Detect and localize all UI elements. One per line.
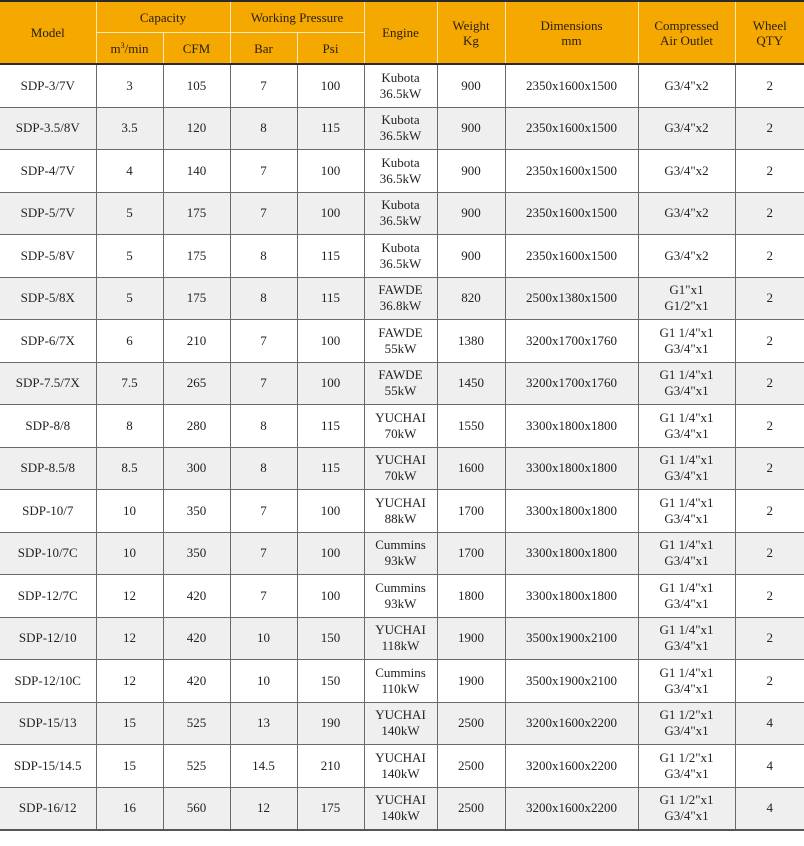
cell-air-outlet: [638, 107, 735, 150]
air-outlet-1: G1 1/2"x1: [659, 749, 714, 765]
cell-weight: 1550: [437, 405, 505, 448]
cell-wheel-qty: 2: [735, 150, 804, 193]
air-outlet-1: G3/4"x2: [664, 205, 709, 221]
cell-pressure-bar: 7: [230, 64, 297, 107]
table-header: [0, 1, 804, 64]
header-working-pressure: Working Pressure: [230, 1, 364, 33]
engine-brand: YUCHAI: [375, 409, 426, 425]
table-row: [0, 192, 804, 235]
cell-model: SDP-15/13: [0, 702, 96, 745]
header-wheel-line1: Wheel: [752, 17, 787, 33]
cell-pressure-psi: 150: [297, 660, 364, 703]
cell-capacity-cfm: 175: [163, 277, 230, 320]
cell-pressure-psi: 100: [297, 490, 364, 533]
cell-air-outlet: [638, 235, 735, 278]
header-air-outlet-line1: Compressed: [654, 17, 719, 33]
cell-wheel-qty: 2: [735, 617, 804, 660]
cell-engine: [364, 107, 437, 150]
cell-capacity-m3min: 7.5: [96, 362, 163, 405]
cell-pressure-bar: 8: [230, 107, 297, 150]
cell-capacity-cfm: 120: [163, 107, 230, 150]
cell-pressure-psi: 115: [297, 107, 364, 150]
cell-capacity-m3min: 4: [96, 150, 163, 193]
air-outlet-2: G3/4"x1: [664, 425, 709, 441]
air-outlet-1: G1"x1: [669, 282, 704, 298]
cell-model: SDP-4/7V: [0, 150, 96, 193]
air-outlet-1: G3/4"x2: [664, 162, 709, 178]
cell-model: SDP-5/7V: [0, 192, 96, 235]
cell-capacity-m3min: 3.5: [96, 107, 163, 150]
air-outlet-1: G1 1/4"x1: [659, 579, 714, 595]
cell-air-outlet: [638, 575, 735, 618]
cell-model: SDP-5/8V: [0, 235, 96, 278]
header-wheel-qty: [735, 1, 804, 64]
cell-capacity-m3min: 5: [96, 277, 163, 320]
cell-weight: 2500: [437, 787, 505, 830]
cell-weight: 2500: [437, 745, 505, 788]
cell-capacity-m3min: 8: [96, 405, 163, 448]
cell-engine: [364, 447, 437, 490]
cell-model: SDP-10/7C: [0, 532, 96, 575]
engine-power: 36.5kW: [379, 128, 422, 144]
cell-model: SDP-3.5/8V: [0, 107, 96, 150]
engine-brand: Kubota: [381, 112, 420, 128]
cell-engine: [364, 64, 437, 107]
cell-dimensions: 3200x1700x1760: [505, 320, 638, 363]
air-outlet-2: G3/4"x1: [664, 510, 709, 526]
cell-engine: [364, 745, 437, 788]
cell-air-outlet: [638, 64, 735, 107]
air-outlet-1: G3/4"x2: [664, 77, 709, 93]
air-outlet-1: G1 1/4"x1: [659, 622, 714, 638]
header-dimensions-line2: mm: [561, 32, 582, 48]
cell-capacity-cfm: 300: [163, 447, 230, 490]
header-weight: [437, 1, 505, 64]
cell-weight: 1600: [437, 447, 505, 490]
cell-dimensions: 3500x1900x2100: [505, 660, 638, 703]
engine-brand: Cummins: [375, 579, 426, 595]
cell-capacity-m3min: 5: [96, 235, 163, 278]
engine-power: 140kW: [381, 765, 420, 781]
cell-capacity-m3min: 5: [96, 192, 163, 235]
cell-capacity-cfm: 140: [163, 150, 230, 193]
cell-wheel-qty: 2: [735, 64, 804, 107]
cell-dimensions: 2350x1600x1500: [505, 150, 638, 193]
cell-weight: 1900: [437, 617, 505, 660]
cell-capacity-cfm: 560: [163, 787, 230, 830]
engine-brand: YUCHAI: [375, 749, 426, 765]
cell-weight: 2500: [437, 702, 505, 745]
cell-pressure-bar: 8: [230, 277, 297, 320]
cell-capacity-cfm: 350: [163, 532, 230, 575]
table-row: [0, 150, 804, 193]
cell-engine: [364, 490, 437, 533]
header-wheel-line2: QTY: [756, 32, 784, 48]
header-air-outlet-line2: Air Outlet: [659, 32, 714, 48]
air-outlet-2: G3/4"x1: [664, 383, 709, 399]
cell-air-outlet: [638, 702, 735, 745]
cell-wheel-qty: 4: [735, 745, 804, 788]
air-outlet-2: G3/4"x1: [664, 638, 709, 654]
cell-model: SDP-5/8X: [0, 277, 96, 320]
cell-wheel-qty: 2: [735, 107, 804, 150]
cell-weight: 1800: [437, 575, 505, 618]
cell-air-outlet: [638, 532, 735, 575]
engine-brand: FAWDE: [378, 282, 423, 298]
table-row: [0, 617, 804, 660]
engine-brand: Cummins: [375, 664, 426, 680]
engine-power: 93kW: [384, 595, 417, 611]
cell-engine: [364, 787, 437, 830]
cell-dimensions: 2500x1380x1500: [505, 277, 638, 320]
engine-power: 70kW: [384, 468, 417, 484]
air-outlet-2: G1/2"x1: [664, 298, 709, 314]
cell-engine: [364, 277, 437, 320]
cell-capacity-m3min: 10: [96, 532, 163, 575]
table-row: [0, 277, 804, 320]
cell-air-outlet: [638, 277, 735, 320]
cell-engine: [364, 532, 437, 575]
header-weight-line1: Weight: [452, 17, 490, 33]
engine-power: 36.5kW: [379, 85, 422, 101]
cell-capacity-cfm: 525: [163, 702, 230, 745]
engine-power: 140kW: [381, 808, 420, 824]
cell-model: SDP-12/7C: [0, 575, 96, 618]
cell-pressure-psi: 115: [297, 235, 364, 278]
cell-capacity-m3min: 6: [96, 320, 163, 363]
table-row: [0, 320, 804, 363]
air-outlet-1: G3/4"x2: [664, 247, 709, 263]
cell-capacity-cfm: 175: [163, 192, 230, 235]
cell-model: SDP-6/7X: [0, 320, 96, 363]
cell-capacity-cfm: 420: [163, 575, 230, 618]
engine-brand: YUCHAI: [375, 494, 426, 510]
engine-brand: Kubota: [381, 197, 420, 213]
engine-power: 36.5kW: [379, 255, 422, 271]
cell-model: SDP-12/10C: [0, 660, 96, 703]
cell-pressure-bar: 8: [230, 235, 297, 278]
cell-dimensions: 3200x1600x2200: [505, 702, 638, 745]
cell-capacity-cfm: 280: [163, 405, 230, 448]
cell-dimensions: 2350x1600x1500: [505, 235, 638, 278]
engine-brand: Kubota: [381, 69, 420, 85]
cell-capacity-m3min: 3: [96, 64, 163, 107]
engine-brand: YUCHAI: [375, 622, 426, 638]
engine-power: 55kW: [384, 383, 417, 399]
cell-engine: [364, 405, 437, 448]
engine-brand: YUCHAI: [375, 792, 426, 808]
cell-dimensions: 3300x1800x1800: [505, 405, 638, 448]
table-row: [0, 745, 804, 788]
table-row: [0, 787, 804, 830]
cell-dimensions: 3200x1600x2200: [505, 745, 638, 788]
air-outlet-1: G1 1/4"x1: [659, 664, 714, 680]
cell-capacity-m3min: 8.5: [96, 447, 163, 490]
cell-air-outlet: [638, 745, 735, 788]
air-outlet-1: G1 1/4"x1: [659, 537, 714, 553]
cell-wheel-qty: 2: [735, 277, 804, 320]
cell-model: SDP-7.5/7X: [0, 362, 96, 405]
header-air-outlet: [638, 1, 735, 64]
cell-model: SDP-16/12: [0, 787, 96, 830]
cell-weight: 820: [437, 277, 505, 320]
cell-capacity-cfm: 525: [163, 745, 230, 788]
cell-engine: [364, 702, 437, 745]
engine-power: 93kW: [384, 553, 417, 569]
cell-wheel-qty: 2: [735, 235, 804, 278]
cell-weight: 900: [437, 107, 505, 150]
cell-capacity-cfm: 265: [163, 362, 230, 405]
cell-weight: 900: [437, 64, 505, 107]
engine-brand: YUCHAI: [375, 452, 426, 468]
cell-wheel-qty: 2: [735, 320, 804, 363]
engine-brand: FAWDE: [378, 324, 423, 340]
cell-dimensions: 3200x1700x1760: [505, 362, 638, 405]
engine-power: 118kW: [381, 638, 420, 654]
cell-pressure-bar: 7: [230, 532, 297, 575]
unit-m: m: [110, 40, 121, 56]
cell-weight: 1450: [437, 362, 505, 405]
cell-pressure-bar: 8: [230, 447, 297, 490]
cell-capacity-m3min: 10: [96, 490, 163, 533]
header-dimensions-line1: Dimensions: [540, 17, 603, 33]
header-pressure-bar: Bar: [230, 33, 297, 65]
air-outlet-2: G3/4"x1: [664, 553, 709, 569]
cell-air-outlet: [638, 787, 735, 830]
cell-air-outlet: [638, 490, 735, 533]
cell-pressure-psi: 115: [297, 447, 364, 490]
unit-superscript: 3: [120, 40, 125, 50]
cell-air-outlet: [638, 405, 735, 448]
cell-model: SDP-15/14.5: [0, 745, 96, 788]
cell-dimensions: 2350x1600x1500: [505, 192, 638, 235]
air-outlet-2: G3/4"x1: [664, 680, 709, 696]
cell-pressure-psi: 175: [297, 787, 364, 830]
cell-model: SDP-12/10: [0, 617, 96, 660]
engine-brand: FAWDE: [378, 367, 423, 383]
cell-wheel-qty: 2: [735, 532, 804, 575]
cell-dimensions: 2350x1600x1500: [505, 64, 638, 107]
cell-dimensions: 2350x1600x1500: [505, 107, 638, 150]
cell-capacity-cfm: 420: [163, 660, 230, 703]
cell-pressure-bar: 14.5: [230, 745, 297, 788]
cell-wheel-qty: 2: [735, 660, 804, 703]
cell-dimensions: 3300x1800x1800: [505, 575, 638, 618]
cell-weight: 900: [437, 150, 505, 193]
air-outlet-2: G3/4"x1: [664, 723, 709, 739]
cell-wheel-qty: 2: [735, 447, 804, 490]
air-outlet-1: G1 1/4"x1: [659, 367, 714, 383]
cell-pressure-psi: 100: [297, 575, 364, 618]
engine-brand: YUCHAI: [375, 707, 426, 723]
cell-dimensions: 3300x1800x1800: [505, 490, 638, 533]
cell-capacity-m3min: 15: [96, 702, 163, 745]
cell-weight: 1380: [437, 320, 505, 363]
cell-pressure-psi: 100: [297, 320, 364, 363]
table-body: [0, 64, 804, 830]
cell-pressure-psi: 210: [297, 745, 364, 788]
engine-power: 55kW: [384, 340, 417, 356]
engine-power: 36.5kW: [379, 213, 422, 229]
table-row: [0, 660, 804, 703]
header-engine: Engine: [364, 1, 437, 64]
cell-air-outlet: [638, 447, 735, 490]
cell-dimensions: 3500x1900x2100: [505, 617, 638, 660]
cell-wheel-qty: 2: [735, 575, 804, 618]
cell-air-outlet: [638, 192, 735, 235]
cell-pressure-bar: 7: [230, 150, 297, 193]
engine-power: 140kW: [381, 723, 420, 739]
header-capacity-m3min: [96, 33, 163, 65]
cell-model: SDP-3/7V: [0, 64, 96, 107]
cell-air-outlet: [638, 320, 735, 363]
cell-engine: [364, 617, 437, 660]
table-row: [0, 575, 804, 618]
header-capacity: Capacity: [96, 1, 230, 33]
cell-pressure-psi: 100: [297, 150, 364, 193]
air-outlet-1: G1 1/2"x1: [659, 792, 714, 808]
air-outlet-1: G1 1/4"x1: [659, 409, 714, 425]
header-capacity-cfm: CFM: [163, 33, 230, 65]
cell-dimensions: 3200x1600x2200: [505, 787, 638, 830]
cell-capacity-m3min: 15: [96, 745, 163, 788]
cell-capacity-cfm: 175: [163, 235, 230, 278]
cell-pressure-psi: 115: [297, 277, 364, 320]
table-row: [0, 490, 804, 533]
table-row: [0, 405, 804, 448]
cell-weight: 900: [437, 192, 505, 235]
cell-engine: [364, 192, 437, 235]
cell-pressure-bar: 8: [230, 405, 297, 448]
air-outlet-1: G1 1/2"x1: [659, 707, 714, 723]
cell-weight: 1900: [437, 660, 505, 703]
cell-wheel-qty: 4: [735, 702, 804, 745]
table-row: [0, 64, 804, 107]
air-outlet-2: G3/4"x1: [664, 340, 709, 356]
cell-dimensions: 3300x1800x1800: [505, 532, 638, 575]
engine-power: 70kW: [384, 425, 417, 441]
engine-power: 36.8kW: [379, 298, 422, 314]
engine-power: 36.5kW: [379, 170, 422, 186]
cell-wheel-qty: 2: [735, 405, 804, 448]
air-outlet-2: G3/4"x1: [664, 765, 709, 781]
cell-capacity-m3min: 16: [96, 787, 163, 830]
cell-pressure-bar: 7: [230, 362, 297, 405]
header-weight-line2: Kg: [463, 32, 479, 48]
cell-pressure-psi: 100: [297, 362, 364, 405]
air-outlet-2: G3/4"x1: [664, 808, 709, 824]
cell-model: SDP-8/8: [0, 405, 96, 448]
cell-pressure-bar: 10: [230, 660, 297, 703]
cell-pressure-bar: 10: [230, 617, 297, 660]
cell-pressure-bar: 7: [230, 320, 297, 363]
engine-brand: Cummins: [375, 537, 426, 553]
table-row: [0, 702, 804, 745]
cell-dimensions: 3300x1800x1800: [505, 447, 638, 490]
engine-power: 88kW: [384, 510, 417, 526]
cell-pressure-bar: 7: [230, 490, 297, 533]
header-model: Model: [0, 1, 96, 64]
air-outlet-1: G3/4"x2: [664, 120, 709, 136]
cell-capacity-cfm: 105: [163, 64, 230, 107]
header-dimensions: [505, 1, 638, 64]
cell-capacity-m3min: 12: [96, 617, 163, 660]
unit-per-min: /min: [124, 40, 149, 56]
cell-weight: 900: [437, 235, 505, 278]
air-outlet-1: G1 1/4"x1: [659, 324, 714, 340]
cell-air-outlet: [638, 660, 735, 703]
cell-pressure-psi: 100: [297, 64, 364, 107]
header-pressure-psi: Psi: [297, 33, 364, 65]
engine-brand: Kubota: [381, 239, 420, 255]
cell-engine: [364, 320, 437, 363]
cell-wheel-qty: 2: [735, 490, 804, 533]
engine-brand: Kubota: [381, 154, 420, 170]
cell-model: SDP-10/7: [0, 490, 96, 533]
cell-wheel-qty: 2: [735, 192, 804, 235]
cell-capacity-m3min: 12: [96, 660, 163, 703]
cell-air-outlet: [638, 362, 735, 405]
cell-air-outlet: [638, 617, 735, 660]
cell-air-outlet: [638, 150, 735, 193]
table-row: [0, 107, 804, 150]
cell-engine: [364, 235, 437, 278]
air-outlet-1: G1 1/4"x1: [659, 452, 714, 468]
cell-pressure-bar: 7: [230, 575, 297, 618]
cell-pressure-psi: 150: [297, 617, 364, 660]
cell-pressure-psi: 100: [297, 192, 364, 235]
cell-capacity-m3min: 12: [96, 575, 163, 618]
cell-engine: [364, 150, 437, 193]
cell-engine: [364, 362, 437, 405]
table-row: [0, 447, 804, 490]
engine-power: 110kW: [381, 680, 420, 696]
cell-capacity-cfm: 350: [163, 490, 230, 533]
table-row: [0, 532, 804, 575]
cell-capacity-cfm: 210: [163, 320, 230, 363]
cell-engine: [364, 660, 437, 703]
cell-pressure-bar: 13: [230, 702, 297, 745]
cell-wheel-qty: 2: [735, 362, 804, 405]
cell-pressure-bar: 7: [230, 192, 297, 235]
cell-weight: 1700: [437, 490, 505, 533]
cell-pressure-psi: 100: [297, 532, 364, 575]
cell-weight: 1700: [437, 532, 505, 575]
air-outlet-1: G1 1/4"x1: [659, 494, 714, 510]
cell-pressure-psi: 190: [297, 702, 364, 745]
air-outlet-2: G3/4"x1: [664, 595, 709, 611]
cell-pressure-bar: 12: [230, 787, 297, 830]
table-row: [0, 235, 804, 278]
air-outlet-2: G3/4"x1: [664, 468, 709, 484]
cell-engine: [364, 575, 437, 618]
table-row: [0, 362, 804, 405]
cell-pressure-psi: 115: [297, 405, 364, 448]
cell-model: SDP-8.5/8: [0, 447, 96, 490]
cell-capacity-cfm: 420: [163, 617, 230, 660]
cell-wheel-qty: 4: [735, 787, 804, 830]
